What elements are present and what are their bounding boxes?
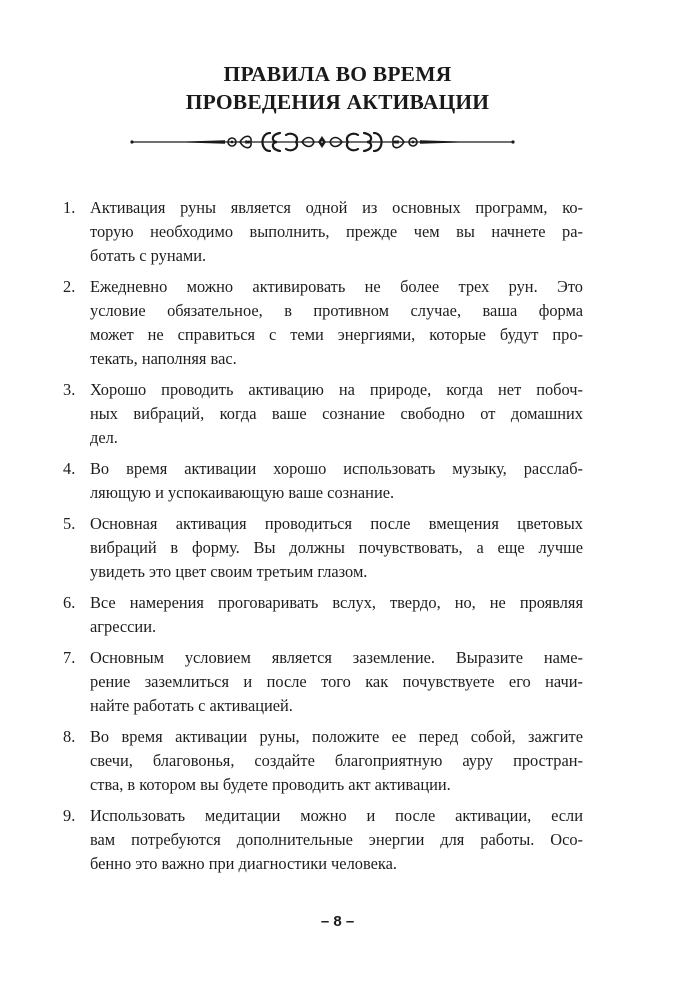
rule-text-line: дел. xyxy=(90,428,118,447)
rule-number: 3. xyxy=(63,380,76,399)
rule-text xyxy=(90,378,583,450)
rule-text-line: текать, наполняя вас. xyxy=(90,349,237,368)
rule-text-line: агрессии. xyxy=(90,617,157,636)
rule-text-line: Все намерения проговаривать вслух, твердо, но, не проявляя xyxy=(90,593,583,612)
rule-text-line: вибраций в форму. Вы должны почувствовать, а еще лучше xyxy=(90,538,583,557)
rule-text-line: Основная активация проводиться после вмещения цветовых xyxy=(90,514,583,533)
rule-text-line: ства, в котором вы будете проводить акт активации. xyxy=(90,775,451,794)
rule-text xyxy=(90,196,583,268)
rule-text-line: Во время активации хорошо использовать музыку, расслаб- xyxy=(90,459,583,478)
rule-text xyxy=(90,512,583,584)
rule-text-line: бенно это важно при диагностики человека. xyxy=(90,854,397,873)
rule-number: 5. xyxy=(63,514,76,533)
rule-number: 2. xyxy=(63,277,76,296)
rule-text-line: ляющую и успокаивающую ваше сознание. xyxy=(90,483,395,502)
rule-text-line: условие обязательное, в противном случае, ваша форма xyxy=(90,301,583,320)
rule-text-line: Использовать медитации можно и после активации, если xyxy=(90,806,583,825)
rule-item xyxy=(63,512,583,584)
rule-number: 8. xyxy=(63,727,76,746)
rule-number: 7. xyxy=(63,648,76,667)
rule-text xyxy=(90,591,583,639)
rule-text-line: свечи, благовонья, создайте благоприятную ауру простран- xyxy=(90,751,583,770)
rule-text xyxy=(90,457,583,505)
rule-number: 9. xyxy=(63,806,76,825)
rule-text-line: Во время активации руны, положите ее перед собой, зажгите xyxy=(90,727,583,746)
rule-item xyxy=(63,457,583,505)
rules-list xyxy=(63,196,583,883)
page-title-line-1: ПРАВИЛА ВО ВРЕМЯ xyxy=(223,62,452,86)
rule-text xyxy=(90,725,583,797)
rule-number: 6. xyxy=(63,593,76,612)
rule-item xyxy=(63,196,583,268)
rule-text-line: Хорошо проводить активацию на природе, когда нет побоч- xyxy=(90,380,583,399)
rule-text xyxy=(90,804,583,876)
rule-text-line: ных вибраций, когда ваше сознание свободно от домашних xyxy=(90,404,583,423)
rule-text-line: Основным условием является заземление. Выразите наме- xyxy=(90,648,583,667)
rule-item xyxy=(63,725,583,797)
rule-item xyxy=(63,591,583,639)
rule-text-line: Ежедневно можно активировать не более трех рун. Это xyxy=(90,277,583,296)
rule-text-line: вам потребуются дополнительные энергии для работы. Осо- xyxy=(90,830,583,849)
rule-number: 4. xyxy=(63,459,76,478)
page-title-line-2: ПРОВЕДЕНИЯ АКТИВАЦИИ xyxy=(185,90,490,114)
rule-text-line: рение заземлиться и после того как почувствуете его начи- xyxy=(90,672,583,691)
rule-text-line: Активация руны является одной из основных программ, ко- xyxy=(90,198,583,217)
page-title xyxy=(0,60,675,116)
page-number: – 8 – xyxy=(320,913,355,930)
rule-text-line: найте работать с активацией. xyxy=(90,696,293,715)
rule-text-line: увидеть это цвет своим третьим глазом. xyxy=(90,562,368,581)
rule-item xyxy=(63,804,583,876)
rule-text xyxy=(90,275,583,371)
ornamental-divider-icon xyxy=(130,127,515,157)
rule-text xyxy=(90,646,583,718)
rule-text-line: может не справиться с теми энергиями, которые будут про- xyxy=(90,325,583,344)
rule-item xyxy=(63,378,583,450)
rule-item xyxy=(63,275,583,371)
rule-number: 1. xyxy=(63,198,76,217)
rule-text-line: ботать с рунами. xyxy=(90,246,207,265)
rule-item xyxy=(63,646,583,718)
rule-text-line: торую необходимо выполнить, прежде чем вы начнете ра- xyxy=(90,222,583,241)
